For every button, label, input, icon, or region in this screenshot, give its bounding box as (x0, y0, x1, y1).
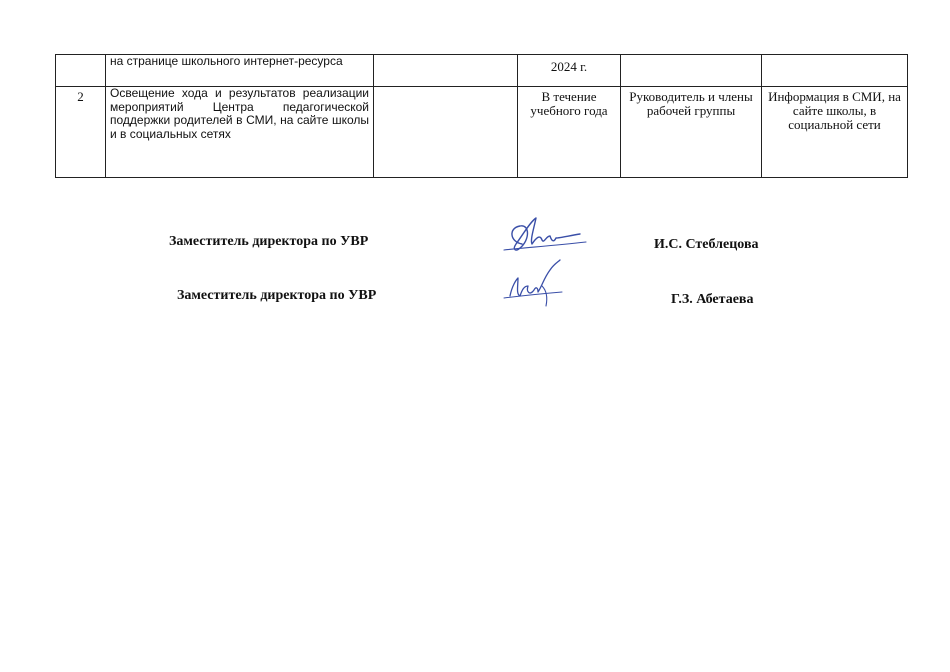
empty-cell (374, 55, 518, 87)
result-cell (762, 55, 908, 87)
activity-cell: на странице школьного интернет-ресурса (106, 55, 374, 87)
responsible-cell: Руководитель и члены рабочей группы (621, 87, 762, 178)
activity-cell: Освещение хода и результатов реализации мероприятий Центра педагогической поддержки родителей в СМИ, на сайте школы и в социальных сетях (106, 87, 374, 178)
result-cell: Информация в СМИ, на сайте школы, в социальной сети (762, 87, 908, 178)
term-cell: В течение учебного года (518, 87, 621, 178)
signature-position-2: Заместитель директора по УВР (177, 288, 377, 303)
signature-name-1: И.С. Стеблецова (654, 237, 759, 252)
row-number-cell: 2 (56, 87, 106, 178)
signature-name-2: Г.З. Абетаева (671, 292, 754, 307)
empty-cell (374, 87, 518, 178)
responsible-cell (621, 55, 762, 87)
term-cell: 2024 г. (518, 55, 621, 87)
signature-position-1: Заместитель директора по УВР (169, 234, 369, 249)
table-row (56, 55, 908, 87)
row-number-cell (56, 55, 106, 87)
handwritten-signature-1 (500, 214, 590, 262)
handwritten-signature-2 (502, 256, 572, 312)
table-row (56, 87, 908, 178)
plan-table (55, 54, 908, 178)
